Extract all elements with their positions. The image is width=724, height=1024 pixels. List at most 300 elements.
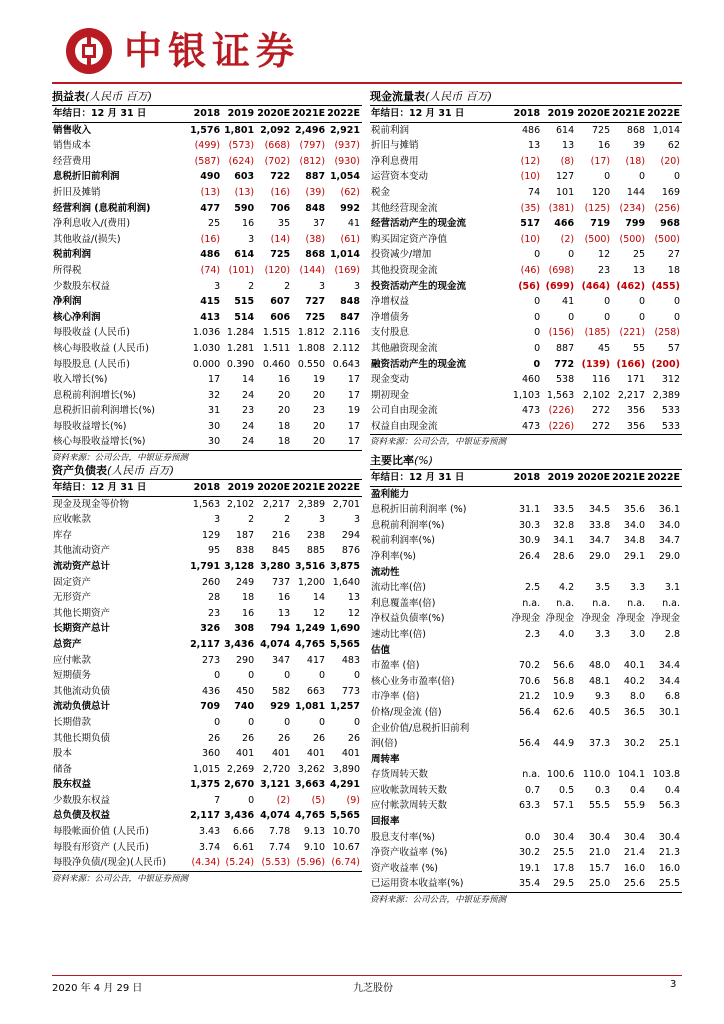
table-cell: 326 xyxy=(200,623,221,635)
row-label: 流动性 xyxy=(371,566,400,578)
row-label: 股本 xyxy=(53,748,73,760)
table-cell: (13) xyxy=(200,186,221,198)
row-label: 权益自由现金流 xyxy=(371,420,438,432)
table-cell: 16 xyxy=(278,592,291,604)
table-cell: 360 xyxy=(201,748,221,760)
table-cell: 582 xyxy=(271,685,291,697)
table-row xyxy=(370,419,682,435)
table-cell: 294 xyxy=(341,529,360,541)
row-label: 销售收入 xyxy=(53,124,92,136)
table-cell: (930) xyxy=(334,155,360,167)
table-cell: 968 xyxy=(660,218,680,230)
table-cell: 290 xyxy=(235,654,255,666)
table-cell xyxy=(508,643,542,659)
table-cell: (462) xyxy=(616,280,646,292)
table-cell: n.a. xyxy=(556,597,575,609)
table-cell: 18 xyxy=(278,420,291,432)
table-cell: 725 xyxy=(305,311,326,323)
row-label: 存货周转天数 xyxy=(371,769,429,781)
row-label: 现金变动 xyxy=(371,374,410,386)
table-row xyxy=(370,138,682,154)
table-cell: 28 xyxy=(208,592,221,604)
page-header xyxy=(52,22,682,82)
table-row xyxy=(52,357,362,373)
row-label: 长期资产总计 xyxy=(53,623,111,635)
table-cell: 21.0 xyxy=(588,847,611,859)
table-cell: 17 xyxy=(347,420,360,432)
table-cell: 272 xyxy=(591,405,611,417)
table-cell: 29.5 xyxy=(552,878,575,890)
table-cell: 2,102 xyxy=(582,389,611,401)
table-cell: 0.643 xyxy=(332,358,360,370)
table-row xyxy=(52,746,362,762)
table-cell: 41 xyxy=(562,296,575,308)
table-cell: 2 xyxy=(248,514,255,526)
table-cell: 0 xyxy=(284,670,291,682)
table-cell: 34.0 xyxy=(658,519,680,531)
row-label: 折旧及摊销 xyxy=(53,186,101,198)
table-row xyxy=(52,263,362,279)
table-cell: (38) xyxy=(305,233,326,245)
table-cell xyxy=(576,814,612,830)
table-unit: (人民币 百万) xyxy=(85,90,153,103)
income-statement-table xyxy=(52,88,362,465)
row-label: 盈利能力 xyxy=(371,488,410,500)
table-cell: 3,436 xyxy=(224,638,255,650)
row-label: 库存 xyxy=(53,529,73,541)
table-cell: 725 xyxy=(591,124,611,136)
row-label: 速动比率(倍) xyxy=(371,628,426,640)
table-row xyxy=(52,341,362,357)
table-cell: 3.74 xyxy=(198,841,221,853)
table-cell: n.a. xyxy=(592,597,611,609)
column-header: 2020E xyxy=(256,106,292,122)
table-cell: 37.3 xyxy=(588,738,611,750)
table-cell: 25.5 xyxy=(552,847,575,859)
table-cell: 33.8 xyxy=(588,519,611,531)
table-cell: 12 xyxy=(598,249,611,261)
table-title xyxy=(52,88,362,106)
row-label: 投资减少/增加 xyxy=(371,249,432,261)
table-cell: 0.390 xyxy=(226,358,255,370)
table-cell: n.a. xyxy=(522,597,541,609)
table-cell: 847 xyxy=(340,311,360,323)
row-label: 股东权益 xyxy=(53,779,92,791)
row-label: 润(倍) xyxy=(371,738,398,750)
table-row xyxy=(52,621,362,637)
table-cell: 3 xyxy=(353,514,360,526)
table-cell: (74) xyxy=(200,264,221,276)
table-row xyxy=(52,715,362,731)
table-cell: (698) xyxy=(548,264,575,276)
table-cell: 34.5 xyxy=(588,504,611,516)
table-cell: 992 xyxy=(340,202,360,214)
table-cell: 39 xyxy=(632,140,646,152)
table-cell xyxy=(612,721,647,737)
table-row xyxy=(370,845,682,861)
table-cell: 35.6 xyxy=(623,504,646,516)
table-cell: 26.4 xyxy=(518,550,541,562)
table-cell: 0 xyxy=(214,670,221,682)
table-cell: 401 xyxy=(235,748,255,760)
table-cell: 417 xyxy=(306,654,326,666)
table-cell: 21.4 xyxy=(623,847,646,859)
table-cell: 0 xyxy=(568,249,575,261)
table-cell: 16.0 xyxy=(623,862,646,874)
table-cell: 2,921 xyxy=(329,124,360,136)
row-label: 长期借款 xyxy=(53,716,92,728)
table-row xyxy=(52,575,362,591)
row-label: 折旧与摊销 xyxy=(371,140,419,152)
table-row xyxy=(52,247,362,263)
table-row xyxy=(370,798,682,814)
table-cell: 1.281 xyxy=(226,342,255,354)
table-cell: 30.4 xyxy=(588,831,611,843)
table-cell: 144 xyxy=(626,186,646,198)
table-row xyxy=(52,434,362,450)
table-cell: 34.4 xyxy=(658,675,680,687)
table-cell: (812) xyxy=(299,155,326,167)
table-cell: 34.7 xyxy=(658,535,680,547)
table-cell: 127 xyxy=(555,171,575,183)
table-cell: 2 xyxy=(248,280,255,292)
table-cell: 34.1 xyxy=(552,535,575,547)
table-cell: 473 xyxy=(521,405,541,417)
table-cell: 103.8 xyxy=(652,769,680,781)
row-label: 经营利润 (息税前利润) xyxy=(53,202,151,214)
table-cell: 63.3 xyxy=(518,800,541,812)
table-cell: n.a. xyxy=(662,597,680,609)
row-label: 股息支付率(%) xyxy=(371,831,435,843)
table-cell: 20 xyxy=(278,405,291,417)
table-unit: (人民币 百万) xyxy=(107,464,175,477)
table-cell: 7.74 xyxy=(268,841,291,853)
table-cell: 30.3 xyxy=(518,519,541,531)
table-cell: 116 xyxy=(591,374,611,386)
row-label: 其他融资现金流 xyxy=(371,342,438,354)
row-label: 其他长期资产 xyxy=(53,607,111,619)
table-cell: 12 xyxy=(312,607,326,619)
row-label: 税前利润 xyxy=(53,249,92,261)
row-label: 总负债及权益 xyxy=(53,810,111,822)
table-cell: 30.4 xyxy=(552,831,575,843)
table-row xyxy=(370,486,682,502)
table-cell: 3.1 xyxy=(664,582,680,594)
table-cell: 868 xyxy=(305,249,326,261)
table-cell: 0 xyxy=(568,311,575,323)
table-cell: 706 xyxy=(270,202,291,214)
table-cell: 55.9 xyxy=(623,800,646,812)
table-cell: 0 xyxy=(534,327,541,339)
table-row xyxy=(370,658,682,674)
row-label: 融资活动产生的现金流 xyxy=(371,358,467,370)
table-cell: 1,103 xyxy=(512,389,541,401)
column-header: 年结日：12 月 31 日 xyxy=(52,106,188,122)
table-cell: 20 xyxy=(312,389,326,401)
table-cell: 17 xyxy=(347,374,360,386)
table-cell: 533 xyxy=(661,405,680,417)
table-cell: 0 xyxy=(353,716,360,728)
table-cell: (937) xyxy=(334,140,360,152)
table-row xyxy=(52,138,362,154)
table-cell: 2 xyxy=(284,280,291,292)
row-label: 税前利润率(%) xyxy=(371,535,435,547)
table-cell: 41 xyxy=(347,218,360,230)
table-cell: 1.036 xyxy=(192,327,221,339)
table-row xyxy=(370,705,682,721)
table-cell: 483 xyxy=(341,654,360,666)
table-cell: 0 xyxy=(604,311,611,323)
row-label: 已运用资本收益率(%) xyxy=(371,878,464,890)
table-cell: 3.5 xyxy=(595,582,611,594)
table-cell: 1,801 xyxy=(224,124,255,136)
table-cell: 5,565 xyxy=(329,638,360,650)
table-cell: (12) xyxy=(520,155,541,167)
table-cell: 1,054 xyxy=(329,171,360,183)
row-label: 无形资产 xyxy=(53,592,92,604)
table-cell: 30 xyxy=(208,436,221,448)
table-header-row xyxy=(370,106,682,122)
table-row xyxy=(52,590,362,606)
table-row xyxy=(52,559,362,575)
cash-flow-table xyxy=(370,88,682,449)
column-header: 年结日：12 月 31 日 xyxy=(370,106,508,122)
row-label: 市净率 (倍) xyxy=(371,691,420,703)
row-label: 每股帐面价值 (人民币) xyxy=(53,826,149,838)
row-label: 核心每股收益增长(%) xyxy=(53,436,146,448)
table-cell: 17.8 xyxy=(552,862,575,874)
table-cell: 29.1 xyxy=(623,550,646,562)
table-row xyxy=(52,699,362,715)
data-table xyxy=(370,470,682,892)
table-row xyxy=(52,808,362,824)
table-cell: 3 xyxy=(319,280,326,292)
table-cell: 3,280 xyxy=(260,560,291,572)
table-unit: (%) xyxy=(414,454,434,467)
table-cell xyxy=(576,486,612,502)
table-cell: 0 xyxy=(214,716,221,728)
table-cell: 23 xyxy=(312,405,326,417)
table-cell: 14 xyxy=(312,592,326,604)
table-cell: 25.6 xyxy=(623,878,646,890)
row-label: 其他经营现金流 xyxy=(371,202,438,214)
table-cell: (144) xyxy=(299,264,326,276)
table-cell: 3.3 xyxy=(629,582,646,594)
table-row xyxy=(52,122,362,138)
table-cell: 773 xyxy=(341,685,360,697)
row-label: 每股有形资产 (人民币) xyxy=(53,841,149,853)
table-cell: 260 xyxy=(201,576,221,588)
table-cell: 净现金 xyxy=(511,613,541,625)
table-cell: 4.2 xyxy=(559,582,575,594)
row-label: 市盈率 (倍) xyxy=(371,660,420,672)
table-cell: 34.8 xyxy=(623,535,646,547)
table-cell: (8) xyxy=(560,155,575,167)
row-label: 净利息收入/(费用) xyxy=(53,218,131,230)
table-cell: 2.116 xyxy=(332,327,360,339)
table-cell: 4,765 xyxy=(295,810,326,822)
table-cell: 2,102 xyxy=(226,498,255,510)
table-row xyxy=(370,341,682,357)
header-divider xyxy=(52,82,682,84)
row-label: 净增债务 xyxy=(371,311,410,323)
table-cell: (5.53) xyxy=(261,857,291,869)
table-header-row xyxy=(370,470,682,486)
table-row xyxy=(52,528,362,544)
table-cell: 3 xyxy=(319,514,326,526)
table-row xyxy=(52,855,362,871)
table-row xyxy=(52,731,362,747)
row-label: 核心业务市盈率(倍) xyxy=(371,675,455,687)
table-cell: 36.1 xyxy=(658,504,680,516)
table-cell: 868 xyxy=(626,124,646,136)
column-header: 2021E xyxy=(612,470,647,486)
table-row xyxy=(52,653,362,669)
table-cell: 7.78 xyxy=(268,826,291,838)
table-cell: 56.4 xyxy=(518,706,541,718)
table-cell: 415 xyxy=(200,296,221,308)
table-cell: 3,121 xyxy=(260,779,291,791)
row-label: 应付帐款周转天数 xyxy=(371,800,448,812)
table-cell: 3.3 xyxy=(595,628,611,640)
table-cell: 169 xyxy=(661,186,680,198)
table-cell: 0 xyxy=(248,794,255,806)
table-cell: 10.67 xyxy=(332,841,360,853)
column-header: 2022E xyxy=(327,480,362,496)
table-cell xyxy=(576,643,612,659)
row-label: 公司自由现金流 xyxy=(371,405,438,417)
table-cell: 26 xyxy=(242,732,255,744)
table-cell: 110.0 xyxy=(582,769,611,781)
table-cell: 2,496 xyxy=(295,124,326,136)
table-cell xyxy=(508,814,542,830)
row-label: 回报率 xyxy=(371,816,400,828)
table-row xyxy=(52,169,362,185)
table-row xyxy=(370,201,682,217)
footer-divider xyxy=(52,975,682,976)
table-cell: 62 xyxy=(667,140,680,152)
row-label: 其他收益/(损失) xyxy=(53,233,121,245)
table-cell: 10.9 xyxy=(552,691,575,703)
key-ratios-table xyxy=(370,452,682,907)
table-row xyxy=(370,876,682,892)
table-cell: 356 xyxy=(626,405,646,417)
table-cell: 26 xyxy=(208,732,221,744)
table-cell: 490 xyxy=(200,171,221,183)
table-header-row xyxy=(52,106,362,122)
table-cell: 3,436 xyxy=(224,810,255,822)
row-label: 净权益负债率(%) xyxy=(371,613,445,625)
column-header: 年结日：12 月 31 日 xyxy=(370,470,508,486)
table-cell: 0 xyxy=(534,249,541,261)
table-cell: (587) xyxy=(194,155,221,167)
column-header: 2019 xyxy=(222,480,256,496)
table-cell: 929 xyxy=(270,701,291,713)
table-cell: 6.8 xyxy=(664,691,680,703)
table-row xyxy=(370,580,682,596)
table-cell: 30.2 xyxy=(518,847,541,859)
table-row xyxy=(370,721,682,737)
table-cell: 30.2 xyxy=(623,738,646,750)
table-row xyxy=(370,294,682,310)
table-cell: 3.0 xyxy=(629,628,646,640)
column-header: 2019 xyxy=(542,470,576,486)
company-name: 九芝股份 xyxy=(353,983,393,994)
table-cell: (9) xyxy=(346,794,360,806)
table-cell: 16.0 xyxy=(658,862,680,874)
table-row xyxy=(370,216,682,232)
table-cell: 120 xyxy=(591,186,611,198)
column-header: 2021E xyxy=(612,106,647,122)
table-cell: 56.6 xyxy=(552,660,575,672)
row-label: 购买固定资产净值 xyxy=(371,233,448,245)
table-cell: 17 xyxy=(208,374,221,386)
column-header: 2018 xyxy=(188,480,222,496)
table-cell: 48.0 xyxy=(588,660,611,672)
table-cell: 2,217 xyxy=(262,498,291,510)
column-header: 2018 xyxy=(188,106,222,122)
row-label: 运营资本变动 xyxy=(371,171,429,183)
row-label: 每股净负债/(现金)(人民币) xyxy=(53,857,167,869)
table-row xyxy=(52,606,362,622)
table-row xyxy=(52,668,362,684)
table-row xyxy=(370,325,682,341)
table-row xyxy=(52,840,362,856)
row-label: 利息覆盖率(倍) xyxy=(371,597,436,609)
table-row xyxy=(370,122,682,138)
table-cell: 2,117 xyxy=(190,638,221,650)
table-cell: 4,074 xyxy=(260,810,291,822)
table-row xyxy=(370,247,682,263)
table-cell: 1,249 xyxy=(295,623,326,635)
table-row xyxy=(370,596,682,612)
table-source-note: 资料来源：公司公告，中银证券预测 xyxy=(370,434,682,449)
table-cell: 737 xyxy=(271,576,291,588)
table-cell: 3 xyxy=(248,233,255,245)
table-row xyxy=(52,637,362,653)
table-cell: 1.812 xyxy=(297,327,326,339)
table-cell: 34.0 xyxy=(623,519,646,531)
table-cell: 35.4 xyxy=(518,878,541,890)
table-cell: 8.0 xyxy=(629,691,646,703)
table-cell: 0 xyxy=(673,311,680,323)
row-label: 息税折旧前利润率 (%) xyxy=(371,504,467,516)
table-cell xyxy=(508,752,542,768)
table-row xyxy=(370,232,682,248)
table-row xyxy=(370,643,682,659)
table-cell: 171 xyxy=(626,374,646,386)
table-cell: 2 xyxy=(284,514,291,526)
table-row xyxy=(52,388,362,404)
table-cell: 16 xyxy=(242,218,255,230)
row-label: 经营活动产生的现金流 xyxy=(371,218,467,230)
table-cell: (464) xyxy=(581,280,611,292)
row-label: 短期债务 xyxy=(53,670,92,682)
table-cell: (14) xyxy=(270,233,291,245)
table-cell: 2,117 xyxy=(190,810,221,822)
table-cell: 0 xyxy=(319,670,326,682)
table-cell: 18 xyxy=(242,592,255,604)
table-cell: 606 xyxy=(270,311,291,323)
table-cell: 0.5 xyxy=(559,784,575,796)
table-row xyxy=(52,154,362,170)
table-cell: (46) xyxy=(520,264,541,276)
table-cell: 55.5 xyxy=(588,800,611,812)
table-cell: 7 xyxy=(214,794,221,806)
table-cell: (62) xyxy=(340,186,360,198)
table-unit: (人民币 百万) xyxy=(425,90,493,103)
table-cell: 515 xyxy=(234,296,255,308)
